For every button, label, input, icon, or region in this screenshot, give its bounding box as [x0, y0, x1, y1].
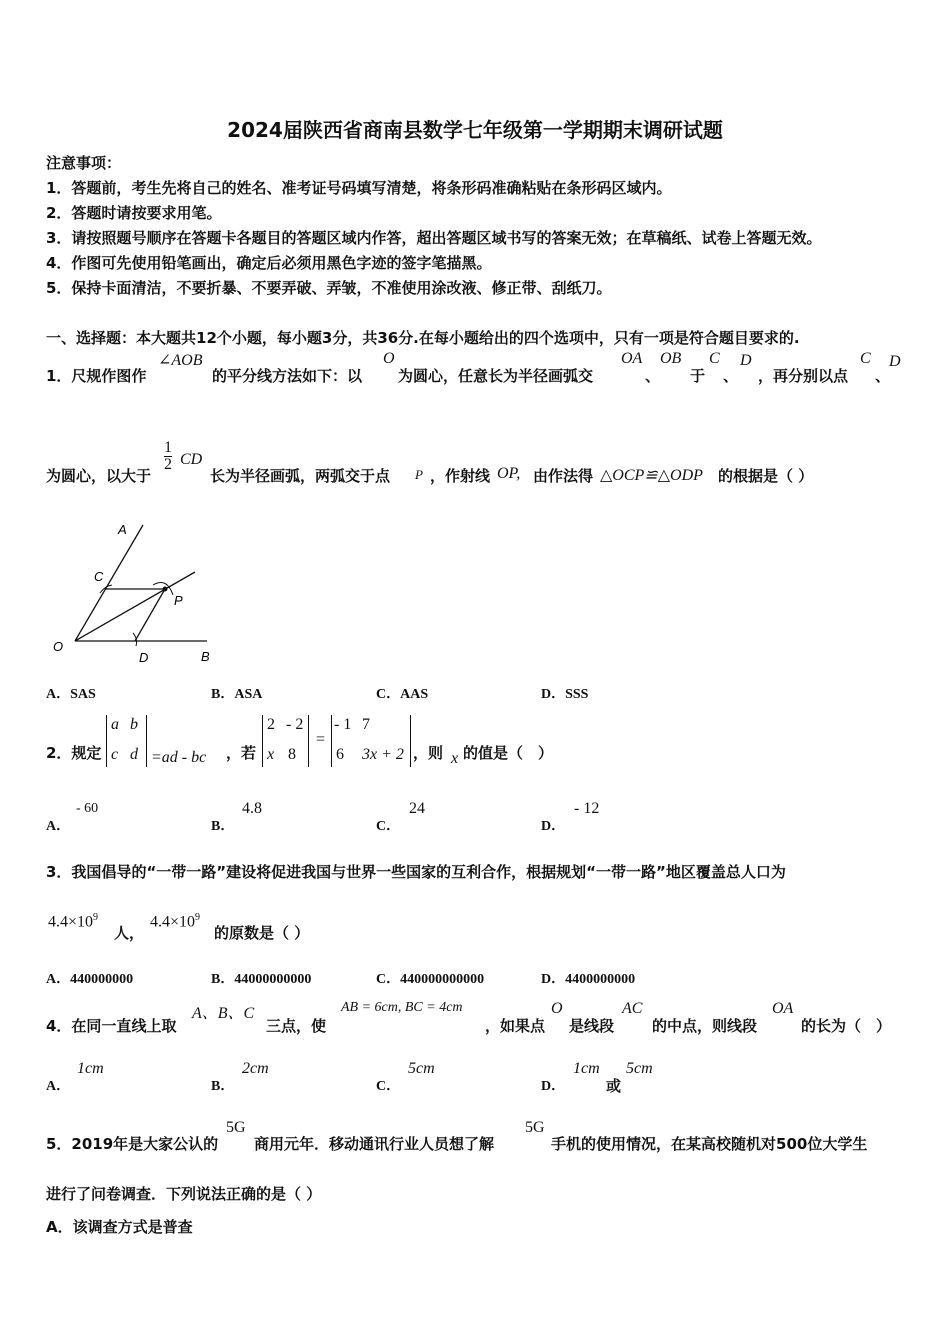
determinant-bar: [106, 715, 107, 767]
q4-points: A、B、C: [192, 1005, 255, 1022]
q4-option-d-value-2: 5cm: [626, 1060, 653, 1077]
q4-option-d[interactable]: D．: [541, 1079, 566, 1094]
q1-angle: ∠AOB: [158, 352, 203, 369]
q1-c2: C: [860, 350, 871, 367]
q1-c: C: [709, 350, 720, 367]
q5-text: 商用元年．移动通讯行业人员想了解: [254, 1135, 495, 1153]
q2-option-b-value: 4.8: [242, 800, 262, 817]
q2-text: ，则: [413, 744, 444, 762]
q2-x: x: [451, 750, 459, 767]
q1-congruence: △OCP≌△ODP: [600, 467, 703, 484]
q5-5g: 5G: [525, 1119, 545, 1136]
q1-cd: CD: [180, 451, 203, 468]
q2-option-c-value: 24: [409, 800, 425, 817]
q1-text: 的平分线方法如下：以: [212, 367, 363, 385]
notice-item: 5．保持卡面清洁，不要折暴、不要弄破、弄皱，不准使用涂改液、修正带、刮纸刀。: [46, 279, 612, 297]
det3-d: 3x + 2: [362, 746, 404, 763]
q1-sep: 、: [875, 367, 891, 385]
point-p: [163, 587, 168, 592]
q4-text: 4．在同一直线上取: [46, 1017, 177, 1035]
q1-op: OP,: [497, 465, 521, 482]
q1-text: 1．尺规作图作: [46, 367, 147, 385]
q4-o: O: [551, 1000, 563, 1017]
q4-text: 的中点，则线段: [652, 1017, 758, 1035]
det3-a: - 1: [334, 716, 352, 733]
det1-b: b: [130, 716, 138, 733]
q4-option-d-value: 1cm: [573, 1060, 600, 1077]
fraction-denominator: 2: [164, 456, 172, 473]
determinant-bar: [146, 715, 147, 767]
det1-d: d: [130, 746, 138, 763]
q2-definition: =ad - bc: [151, 749, 207, 766]
q4-ac: AC: [622, 1000, 643, 1017]
q1-text: 为圆心，任意长为半径画弧交: [398, 367, 594, 385]
q1-option-a[interactable]: A．SAS: [46, 687, 96, 702]
q1-text: ，作射线: [430, 467, 491, 485]
label-c: C: [94, 569, 104, 584]
section-heading: 一、选择题：本大题共12个小题，每小题3分，共36分.在每小题给出的四个选项中，只有一项是符合题目要求的.: [46, 329, 800, 347]
q1-fraction: [164, 440, 172, 473]
q5-option-a[interactable]: A．该调查方式是普查: [46, 1218, 193, 1236]
q4-option-a-value: 1cm: [77, 1060, 104, 1077]
q4-option-d-or: 或: [606, 1077, 622, 1095]
fraction-numerator: 1: [164, 439, 172, 456]
det2-c: x: [267, 746, 275, 763]
arc-d: [133, 633, 137, 646]
det1-a: a: [111, 716, 119, 733]
notice-item: 1．答题前，考生先将自己的姓名、准考证号码填写清楚，将条形码准确粘贴在条形码区域内。: [46, 179, 672, 197]
q3-option-a[interactable]: A．440000000: [46, 972, 134, 987]
q5-text: 手机的使用情况，在某高校随机对500位大学生: [551, 1135, 868, 1153]
notice-heading: 注意事项：: [46, 154, 122, 172]
q1-sep: 、: [645, 367, 661, 385]
q3-option-d[interactable]: D．4400000000: [541, 972, 636, 987]
q2-option-d[interactable]: D．: [541, 819, 566, 834]
notice-item: 2．答题时请按要求用笔。: [46, 204, 222, 222]
q4-option-b[interactable]: B．: [211, 1079, 235, 1094]
q1-d: D: [740, 352, 752, 369]
q3-number-2: [150, 912, 200, 931]
page-title: 2024届陕西省商南县数学七年级第一学期期末调研试题: [227, 118, 723, 142]
q2-option-a[interactable]: A．: [46, 819, 71, 834]
q5-text: 进行了问卷调查．下列说法正确的是（ ）: [46, 1185, 322, 1203]
q3-exponent: 9: [195, 912, 201, 923]
q4-condition: AB = 6cm, BC = 4cm: [341, 1000, 463, 1015]
q1-p: P: [415, 467, 423, 482]
q3-number-1: [48, 912, 98, 931]
q1-text: 为圆心，以大于: [46, 467, 152, 485]
q4-option-c-value: 5cm: [408, 1060, 435, 1077]
q4-option-c[interactable]: C．: [376, 1079, 401, 1094]
label-d: D: [139, 650, 149, 665]
q2-option-d-value: - 12: [574, 800, 600, 817]
segment-dp: [135, 589, 165, 641]
q1-point-o: O: [383, 350, 395, 367]
q1-oa: OA: [621, 350, 643, 367]
q1-text: 于: [690, 367, 706, 385]
label-a: A: [118, 522, 127, 537]
q5-5g: 5G: [226, 1119, 246, 1136]
q2-text: 2．规定: [46, 744, 102, 762]
ray-oa: [75, 525, 143, 641]
q3-option-c[interactable]: C．440000000000: [376, 972, 485, 987]
notice-item: 3．请按照题号顺序在答题卡各题目的答题区域内作答，超出答题区域书写的答案无效；在草稿纸、试卷上答题无效。: [46, 229, 822, 247]
q3-mantissa: 4.4×10: [48, 913, 94, 931]
q2-equals: =: [316, 731, 326, 748]
determinant-bar: [308, 715, 309, 767]
q2-option-a-value: - 60: [76, 801, 99, 816]
q1-angle-figure: [45, 515, 225, 670]
det2-a: 2: [267, 716, 275, 733]
q1-sep: 、: [723, 367, 739, 385]
det1-c: c: [111, 746, 119, 763]
q1-option-d[interactable]: D．SSS: [541, 687, 589, 702]
q5-text: 5．2019年是大家公认的: [46, 1135, 219, 1153]
q2-option-b[interactable]: B．: [211, 819, 235, 834]
notice-item: 4．作图可先使用铅笔画出，确定后必须用黑色字迹的签字笔描黑。: [46, 254, 492, 272]
determinant-bar: [262, 715, 263, 767]
q1-text: ，再分别以点: [758, 367, 849, 385]
q1-text: 由作法得: [533, 467, 594, 485]
q1-text: 的根据是（ ）: [718, 467, 814, 485]
q4-text: 的长为（ ）: [801, 1017, 892, 1035]
determinant-bar: [410, 715, 411, 767]
q1-option-c[interactable]: C．AAS: [376, 687, 429, 702]
q4-text: 三点，使: [266, 1017, 327, 1035]
q4-text: 是线段: [569, 1017, 615, 1035]
q2-text: ，若: [226, 744, 257, 762]
q3-option-b[interactable]: B．44000000000: [211, 972, 312, 987]
q3-text: 人，: [114, 924, 145, 942]
q4-option-b-value: 2cm: [242, 1060, 269, 1077]
label-o: O: [53, 639, 64, 654]
q1-option-b[interactable]: B．ASA: [211, 687, 263, 702]
q3-exponent: 9: [93, 912, 99, 923]
q3-mantissa: 4.4×10: [150, 913, 196, 931]
label-b: B: [201, 649, 210, 664]
determinant-bar: [331, 715, 332, 767]
q4-text: ，如果点: [485, 1017, 546, 1035]
q2-option-c[interactable]: C．: [376, 819, 401, 834]
q1-d2: D: [889, 353, 901, 370]
det2-b: - 2: [286, 716, 304, 733]
q2-text: 的值是（ ）: [463, 744, 554, 762]
label-p: P: [174, 593, 183, 608]
det3-b: 7: [362, 716, 370, 733]
q1-text: 长为半径画弧，两弧交于点: [210, 467, 391, 485]
q1-ob: OB: [660, 350, 682, 367]
det3-c: 6: [336, 746, 344, 763]
q3-text: 的原数是（ ）: [214, 924, 310, 942]
det2-d: 8: [288, 746, 296, 763]
q4-option-a[interactable]: A．: [46, 1079, 71, 1094]
q3-text: 3．我国倡导的“一带一路”建设将促进我国与世界一些国家的互利合作，根据规划“一带一路”地区覆盖总人口为: [46, 863, 786, 881]
q4-oa: OA: [772, 1000, 794, 1017]
